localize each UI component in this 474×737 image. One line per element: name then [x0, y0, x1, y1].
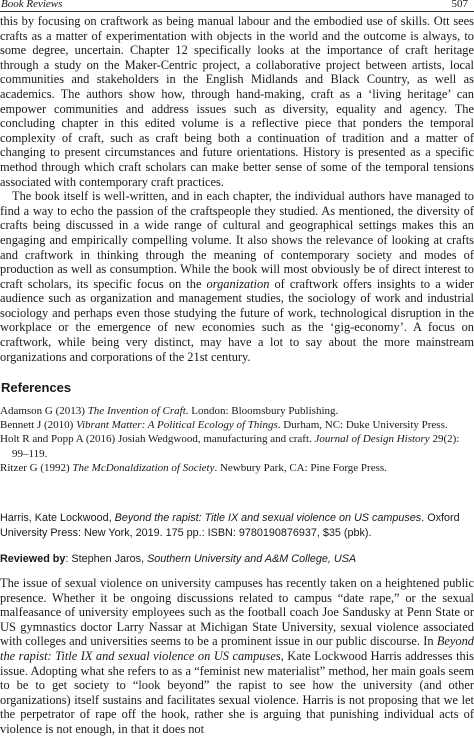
paragraph-1: this by focusing on craftwork as being manual labour and the embodied use of skills. Ott sees crafts as a matter of experimentation with objects in the world and the outcome is always, to some degree, uncertain. Chapter 12 specifically looks at the importance of craft heritage through a study on the Maker-Centric project, a collaborative project between artists, local communities and stakeholders in the English Midlands and Black Country, as well as academics. The authors show how, through hand-making, craft as a ‘living heritage’ can empower communities and address issues such as diversity, equality and agency. The concluding chapter in this edited volume is a reflective piece that ponders the temporal complexity of craft, such as craft being both a continuation of tradition and a matter of changing to present circumstances and future orientations. History is presented as a specific method through which craft scholars can make better sense of some of the temporal tensions associated with contemporary craft practices.: [0, 14, 474, 189]
reference-item: Adamson G (2013) The Invention of Craft. London: Bloomsbury Publishing.: [0, 405, 339, 417]
second-review-body: [0, 576, 474, 737]
book-citation: Harris, Kate Lockwood, Beyond the rapist: Title IX and sexual violence on US campuses. Oxford University Press: New York, 2019. 175 pp.: ISBN: 9780190876937, $35 (pbk).: [0, 512, 460, 539]
header-rule: [0, 11, 474, 12]
paragraph-2: The book itself is well-written, and in each chapter, the individual authors have managed to find a way to echo the passion of the craftspeople they studied. As mentioned, the diversity of crafts being discussed in a wide range of cultural and geographical settings makes this an engaging and empirically compelling volume. It also shows the relevance of looking at crafts and craftwork in thinking through the meaning of contemporary society and modes of production as well as consumption. While the book will most obviously be of direct interest to craft scholars, its specific focus on the organization of craftwork offers insights to a wider audience such as organization and management studies, the sociology of work and industrial sociology and perhaps even those studying the future of work, technological disruption in the workplace or the emergence of new economies such as the ‘gig-economy’. A focus on craftwork, while being very distinct, may have a lot to say about the more mainstream organizations and corporations of the 21st century.: [0, 189, 474, 364]
running-head-title: Book Reviews: [1, 0, 63, 10]
reference-item: Holt R and Popp A (2016) Josiah Wedgwood, manufacturing and craft. Journal of Design History 29(2): 99–119.: [0, 433, 460, 460]
running-head: [0, 0, 474, 11]
references-heading: References: [1, 380, 72, 395]
second-review-paragraph: The issue of sexual violence on university campuses has recently taken on a heightened public presence. Whether it be ongoing discussions related to campus “date rape,” or the sexual malfeasance of university employees such as the football coach Joe Sandusky at Penn State or US gymnastics doctor Larry Nassar at Michigan State University, sexual violence associated with colleges and universities seems to be a prominent issue in our public discourse. In Beyond the rapist: Title IX and sexual violence on US campuses, Kate Lockwood Harris addresses this issue. Adopting what she refers to as a “feminist new materialist” method, her main goals seem to be to get society to “look beyond” the rapist to see how the university (and other organizations) itself sustains and facilitates sexual violence. Harris is not proposing that we let the perpetrator of rape off the hook, rather she is arguing that punishing individual acts of violence is not enough, in that it does not: [0, 576, 474, 736]
review-body: [0, 14, 474, 364]
reference-item: Bennett J (2010) Vibrant Matter: A Political Ecology of Things. Durham, NC: Duke University Press.: [0, 419, 448, 432]
reference-item: Ritzer G (1992) The McDonaldization of Society. Newbury Park, CA: Pine Forge Press.: [0, 461, 387, 474]
references-list: [0, 404, 474, 475]
page-number: 507: [451, 0, 468, 10]
reviewer-line: Reviewed by: Stephen Jaros, Southern University and A&M College, USA: [0, 553, 357, 565]
